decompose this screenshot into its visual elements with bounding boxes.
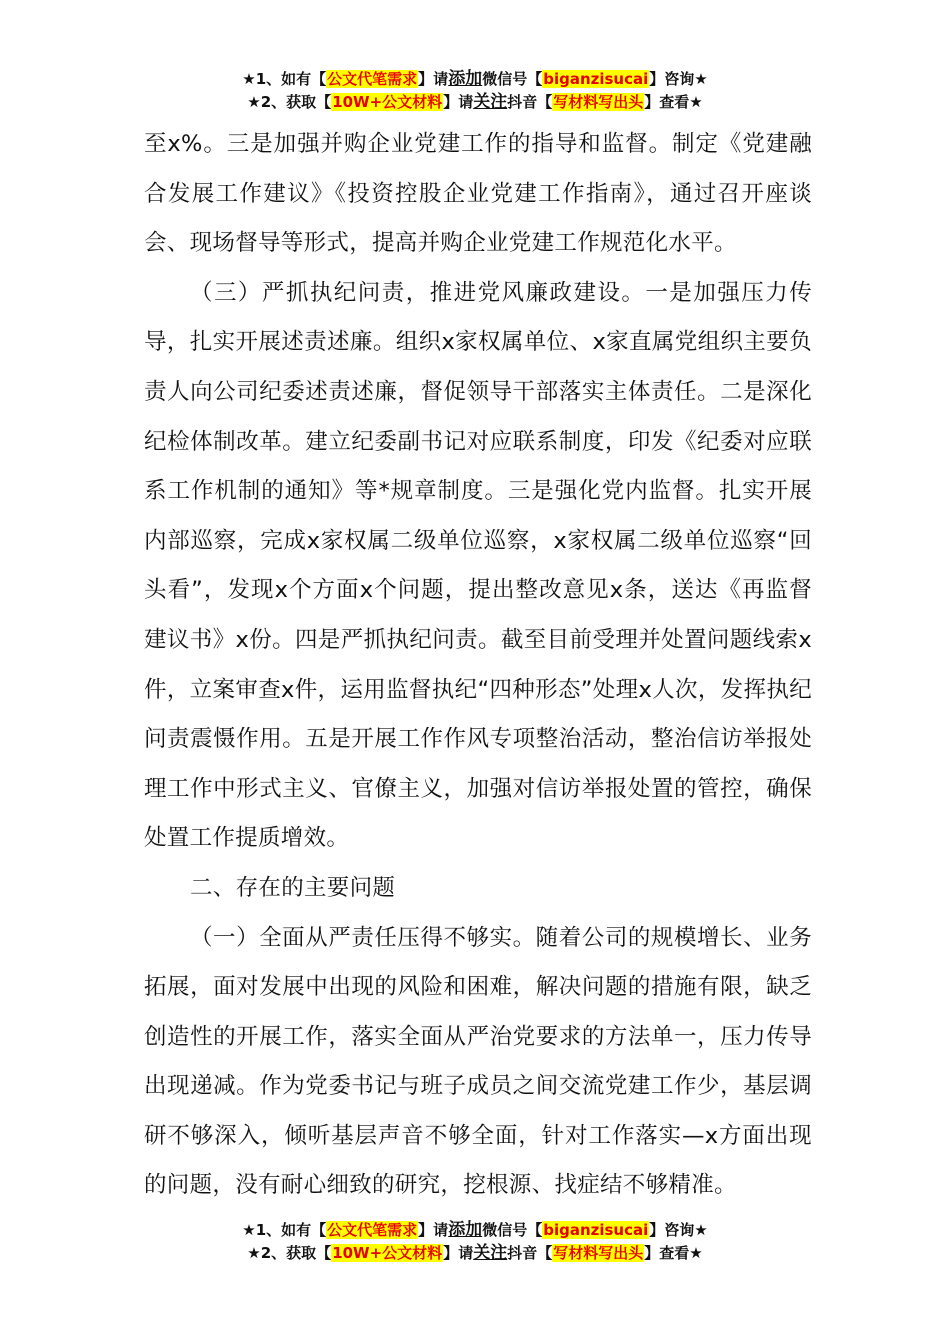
banner-highlight: 公文代笔需求 xyxy=(327,1221,418,1239)
footer-banner xyxy=(0,1219,950,1265)
banner-line-2 xyxy=(0,91,950,114)
banner-underlined: 添加 xyxy=(448,69,483,89)
banner-highlight: 10W+公文材料 xyxy=(332,1244,443,1262)
banner-text: 】请 xyxy=(443,1244,474,1262)
banner-text: ★1、如有【 xyxy=(242,1221,327,1239)
banner-underlined: 关注 xyxy=(473,92,508,112)
banner-highlight: 写材料写出头 xyxy=(553,1244,644,1262)
banner-highlight: 公文代笔需求 xyxy=(327,70,418,88)
banner-text: ★1、如有【 xyxy=(242,70,327,88)
banner-text: ★2、获取【 xyxy=(247,1244,332,1262)
banner-highlight: biganzisucai xyxy=(543,1221,649,1239)
banner-highlight: 10W+公文材料 xyxy=(332,93,443,111)
paragraph-2: （三）严抓执纪问责，推进党风廉政建设。一是加强压力传导，扎实开展述责述廉。组织x家权属单位、x家直属党组织主要负责人向公司纪委述责述廉，督促领导干部落实主体责任。二是深化纪检体制改革。建立纪委副书记对应联系制度，印发《纪委对应联系工作机制的通知》等*规章制度。三是强化党内监督。扎实开展内部巡察，完成x家权属二级单位巡察，x家权属二级单位巡察“回头看”，发现x个方面x个问题，提出整改意见x条，送达《再监督建议书》x份。四是严抓执纪问责。截至目前受理并处置问题线索x件，立案审查x件，运用监督执纪“四种形态”处理x人次，发挥执纪问责震慑作用。五是开展工作作风专项整治活动，整治信访举报处理工作中形式主义、官僚主义，加强对信访举报处置的管控，确保处置工作提质增效。 xyxy=(144,279,812,852)
banner-line-1 xyxy=(0,1219,950,1242)
banner-text: 】咨询★ xyxy=(649,70,708,88)
banner-text: 】请 xyxy=(418,1221,449,1239)
banner-highlight: biganzisucai xyxy=(543,70,649,88)
banner-highlight: 写材料写出头 xyxy=(553,93,644,111)
header-banner xyxy=(0,68,950,114)
banner-text: 微信号【 xyxy=(482,70,543,88)
banner-text: 抖音【 xyxy=(507,1244,553,1262)
banner-text: 】咨询★ xyxy=(649,1221,708,1239)
banner-underlined: 添加 xyxy=(448,1220,483,1240)
banner-text: 】查看★ xyxy=(644,93,703,111)
banner-text: 】请 xyxy=(443,93,474,111)
banner-underlined: 关注 xyxy=(473,1243,508,1263)
banner-text: 微信号【 xyxy=(482,1221,543,1239)
banner-text: 抖音【 xyxy=(507,93,553,111)
banner-text: ★2、获取【 xyxy=(247,93,332,111)
banner-line-1 xyxy=(0,68,950,91)
document-body xyxy=(144,120,812,1211)
paragraph-3: （一）全面从严责任压得不够实。随着公司的规模增长、业务拓展，面对发展中出现的风险和困难，解决问题的措施有限，缺乏创造性的开展工作，落实全面从严治党要求的方法单一，压力传导出现递减。作为党委书记与班子成员之间交流党建工作少，基层调研不够深入，倾听基层声音不够全面，针对工作落实—x方面出现的问题，没有耐心细致的研究，挖根源、找症结不够精准。 xyxy=(144,924,812,1199)
banner-text: 】查看★ xyxy=(644,1244,703,1262)
banner-text: 】请 xyxy=(418,70,449,88)
paragraph-1: 至x%。三是加强并购企业党建工作的指导和监督。制定《党建融合发展工作建议》《投资控股企业党建工作指南》，通过召开座谈会、现场督导等形式，提高并购企业党建工作规范化水平。 xyxy=(144,131,812,257)
banner-line-2 xyxy=(0,1242,950,1265)
section-heading: 二、存在的主要问题 xyxy=(190,874,396,901)
